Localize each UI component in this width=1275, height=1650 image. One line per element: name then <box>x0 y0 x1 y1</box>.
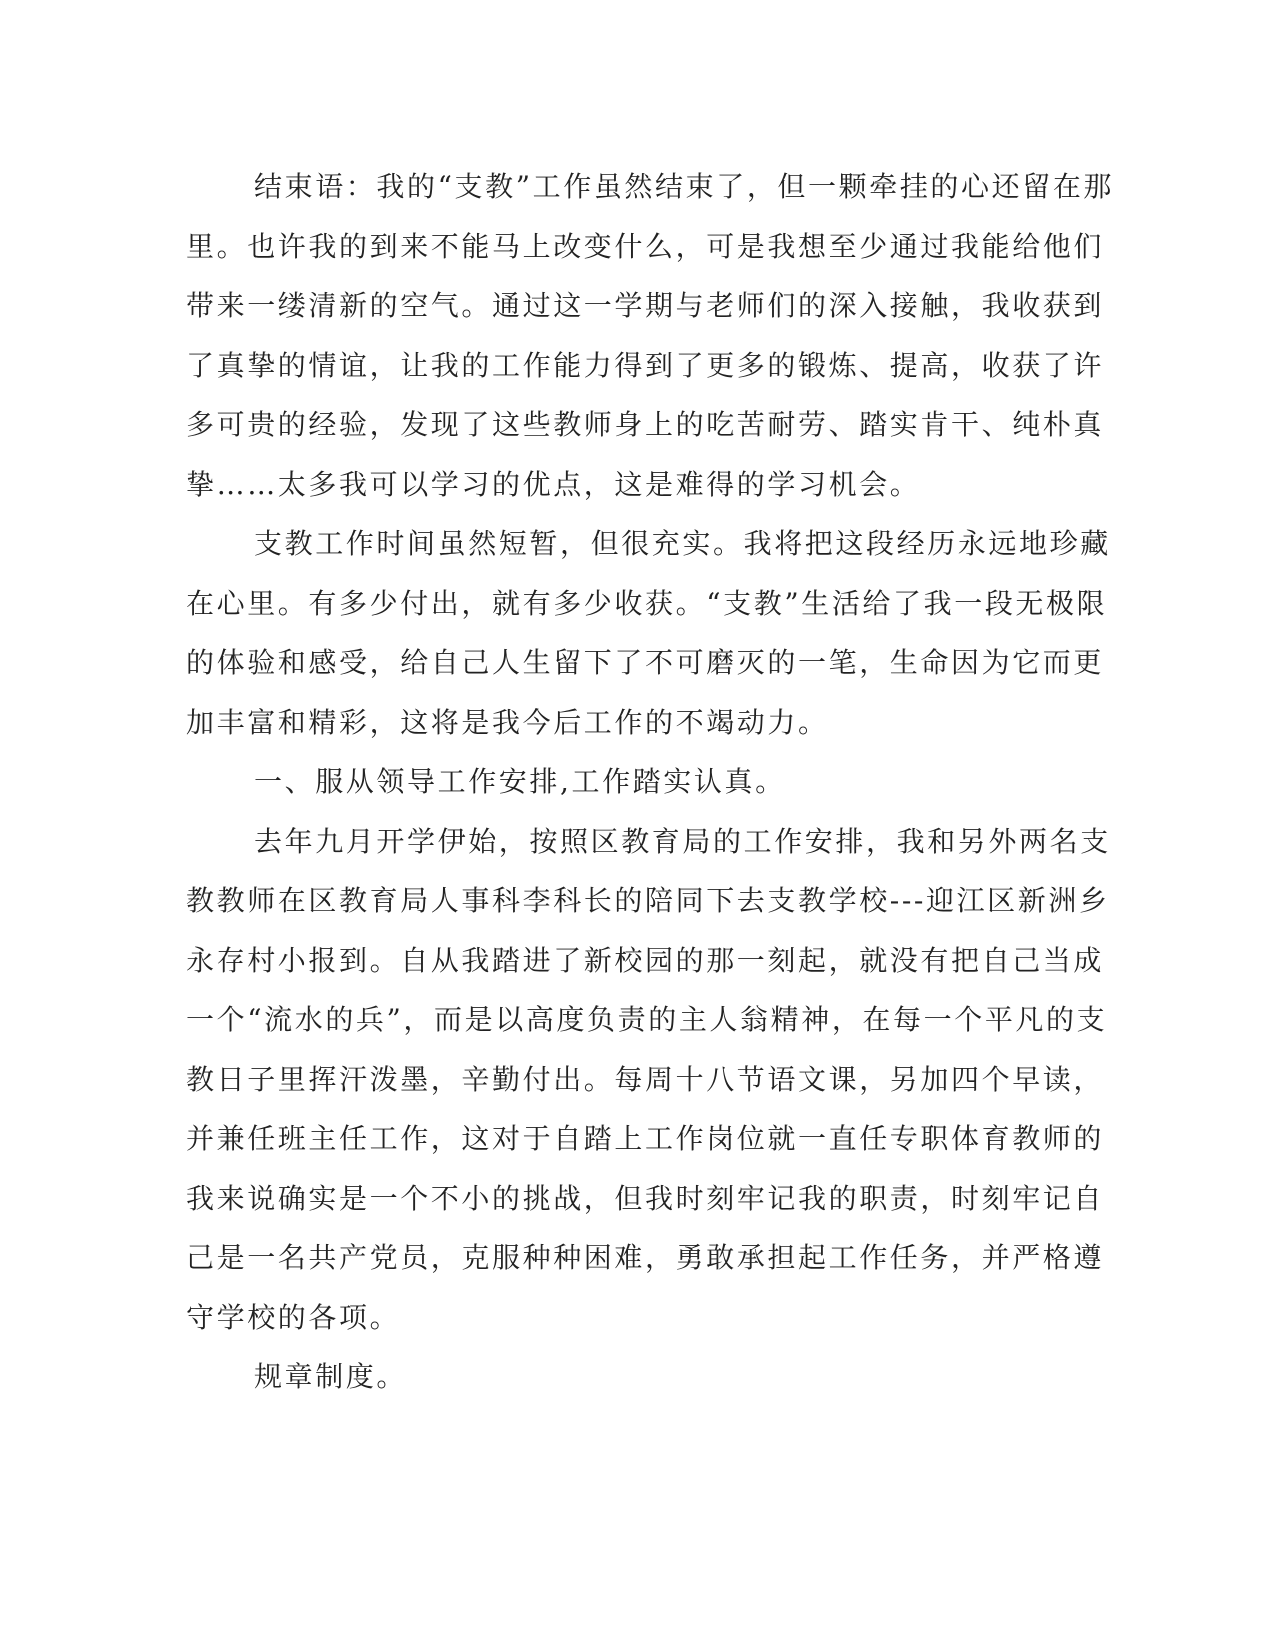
text-line: 一个“流水的兵”，而是以高度负责的主人翁精神，在每一个平凡的支 <box>186 1003 1108 1036</box>
heading-line: 一、服从领导工作安排,工作踏实认真。 <box>254 765 786 798</box>
text-line: 的体验和感受，给自己人生留下了不可磨灭的一笔，生命因为它而更 <box>186 646 1105 679</box>
text-line: 守学校的各项。 <box>186 1300 401 1334</box>
text-line: 规章制度。 <box>254 1360 408 1393</box>
text-line: 多可贵的经验，发现了这些教师身上的吃苦耐劳、踏实肯干、纯朴真 <box>186 408 1105 441</box>
text-line: 我来说确实是一个不小的挑战，但我时刻牢记我的职责，时刻牢记自 <box>186 1181 1105 1215</box>
text-line: 教日子里挥汗泼墨，辛勤付出。每周十八节语文课，另加四个早读， <box>186 1062 1105 1096</box>
text-line: 并兼任班主任工作，这对于自踏上工作岗位就一直任专职体育教师的 <box>186 1122 1105 1155</box>
text-line: 己是一名共产党员，克服种种困难，勇敢承担起工作任务，并严格遵 <box>186 1241 1105 1274</box>
paragraph-work-arrangement <box>186 812 1111 1348</box>
text-line: 永存村小报到。自从我踏进了新校园的那一刻起，就没有把自己当成 <box>186 943 1105 977</box>
text-line: 带来一缕清新的空气。通过这一学期与老师们的深入接触，我收获到 <box>186 289 1105 322</box>
paragraph-closing-remarks <box>186 157 1115 514</box>
text-line: 里。也许我的到来不能马上改变什么，可是我想至少通过我能给他们 <box>186 229 1105 263</box>
section-heading <box>186 752 1046 812</box>
text-line: 了真挚的情谊，让我的工作能力得到了更多的锻炼、提高，收获了许 <box>186 348 1105 382</box>
text-line: 教教师在区教育局人事科李科长的陪同下去支教学校---迎江区新洲乡 <box>186 884 1110 917</box>
text-line: 在心里。有多少付出，就有多少收获。“支教”生活给了我一段无极限 <box>186 586 1108 620</box>
paragraph-teaching-experience <box>186 514 1111 752</box>
document-body <box>186 157 1115 1407</box>
text-line: 支教工作时间虽然短暂，但很充实。我将把这段经历永远地珍藏 <box>254 527 1111 560</box>
text-line: 加丰富和精彩，这将是我今后工作的不竭动力。 <box>186 705 829 739</box>
text-line: 去年九月开学伊始，按照区教育局的工作安排，我和另外两名支 <box>254 824 1111 858</box>
paragraph-rules <box>186 1347 1046 1407</box>
text-line: 结束语：我的“支教”工作虽然结束了，但一颗牵挂的心还留在那 <box>254 170 1115 203</box>
text-line: 挚……太多我可以学习的优点，这是难得的学习机会。 <box>186 467 921 501</box>
